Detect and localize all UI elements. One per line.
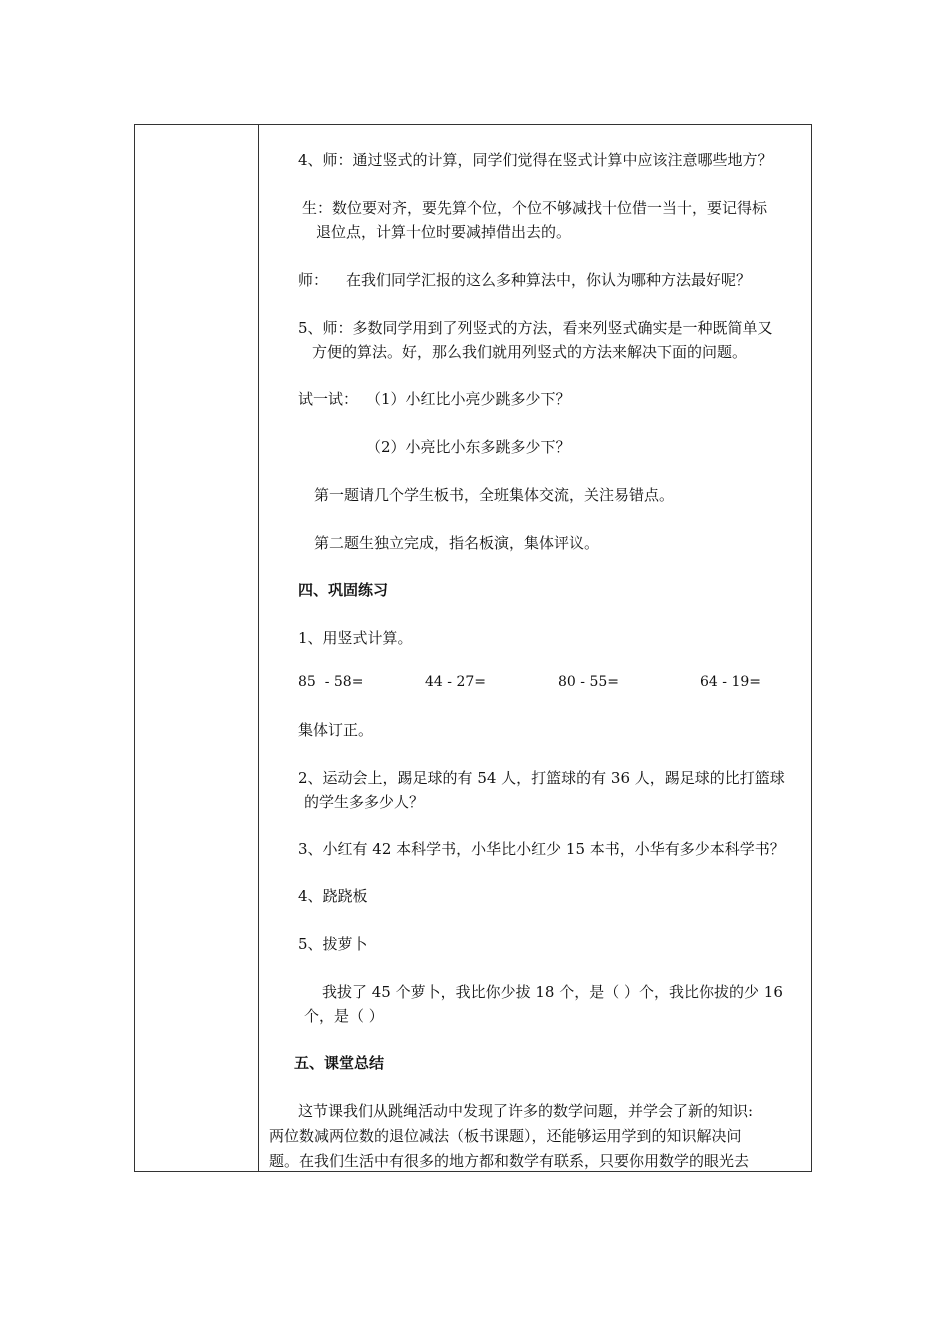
equation-4: 64 - 19=: [700, 674, 761, 690]
section-heading-practice: 四、巩固练习: [298, 581, 389, 599]
summary-line3: 题。在我们生活中有很多的地方都和数学有联系，只要你用数学的眼光去: [269, 1152, 750, 1170]
paragraph-teacher-question-4: 4、师：通过竖式的计算，同学们觉得在竖式计算中应该注意哪些地方？: [298, 151, 773, 169]
paragraph-student-answer-line1: 生：数位要对齐，要先算个位，个位不够减找十位借一当十，要记得标: [302, 199, 768, 217]
exercise-2-line1: 2、运动会上，踢足球的有 54 人，打篮球的有 36 人，踢足球的比打篮球: [298, 769, 785, 787]
exercise-5: 5、拔萝卜: [298, 935, 368, 953]
paragraph-teacher-5-line1: 5、师：多数同学用到了列竖式的方法，看来列竖式确实是一种既简单又: [298, 319, 773, 337]
paragraph-first-task: 第一题请几个学生板书，全班集体交流，关注易错点。: [314, 486, 675, 504]
paragraph-second-task: 第二题生独立完成，指名板演，集体评议。: [314, 534, 600, 552]
left-column-cell: [135, 125, 258, 1171]
section-heading-summary: 五、课堂总结: [294, 1054, 385, 1072]
equation-3: 80 - 55=: [558, 674, 619, 690]
summary-line2: 两位数减两位数的退位减法（板书课题），还能够运用学到的知识解决问: [269, 1127, 742, 1145]
exercise-4: 4、跷跷板: [298, 887, 368, 905]
equation-2: 44 - 27=: [425, 674, 486, 690]
exercise-5-text-line1: 我拔了 45 个萝卜，我比你少拔 18 个，是（ ）个，我比你拔的少 16: [322, 983, 783, 1001]
try-question-2: （2）小亮比小东多跳多少下？: [366, 438, 571, 456]
exercise-3: 3、小红有 42 本科学书，小华比小红少 15 本书，小华有多少本科学书？: [298, 840, 785, 858]
try-question-1: （1）小红比小亮少跳多少下？: [366, 390, 571, 408]
paragraph-teacher-5-line2: 方便的算法。好，那么我们就用列竖式的方法来解决下面的问题。: [312, 343, 748, 361]
exercise-5-text-line2: 个，是（ ）: [304, 1007, 384, 1025]
summary-line1: 这节课我们从跳绳活动中发现了许多的数学问题，并学会了新的知识:: [298, 1102, 754, 1120]
paragraph-collective-correction: 集体订正。: [298, 721, 374, 739]
exercise-1: 1、用竖式计算。: [298, 629, 413, 647]
equation-1: 85 - 58=: [298, 674, 364, 690]
paragraph-teacher-question: 在我们同学汇报的这么多种算法中，你认为哪种方法最好呢？: [346, 271, 752, 289]
paragraph-student-answer-line2: 退位点，计算十位时要减掉借出去的。: [316, 223, 572, 241]
exercise-2-line2: 的学生多多少人？: [304, 793, 425, 811]
try-label: 试一试：: [298, 390, 359, 408]
teacher-speaker-label: 师：: [298, 271, 329, 289]
column-divider: [258, 125, 259, 1171]
